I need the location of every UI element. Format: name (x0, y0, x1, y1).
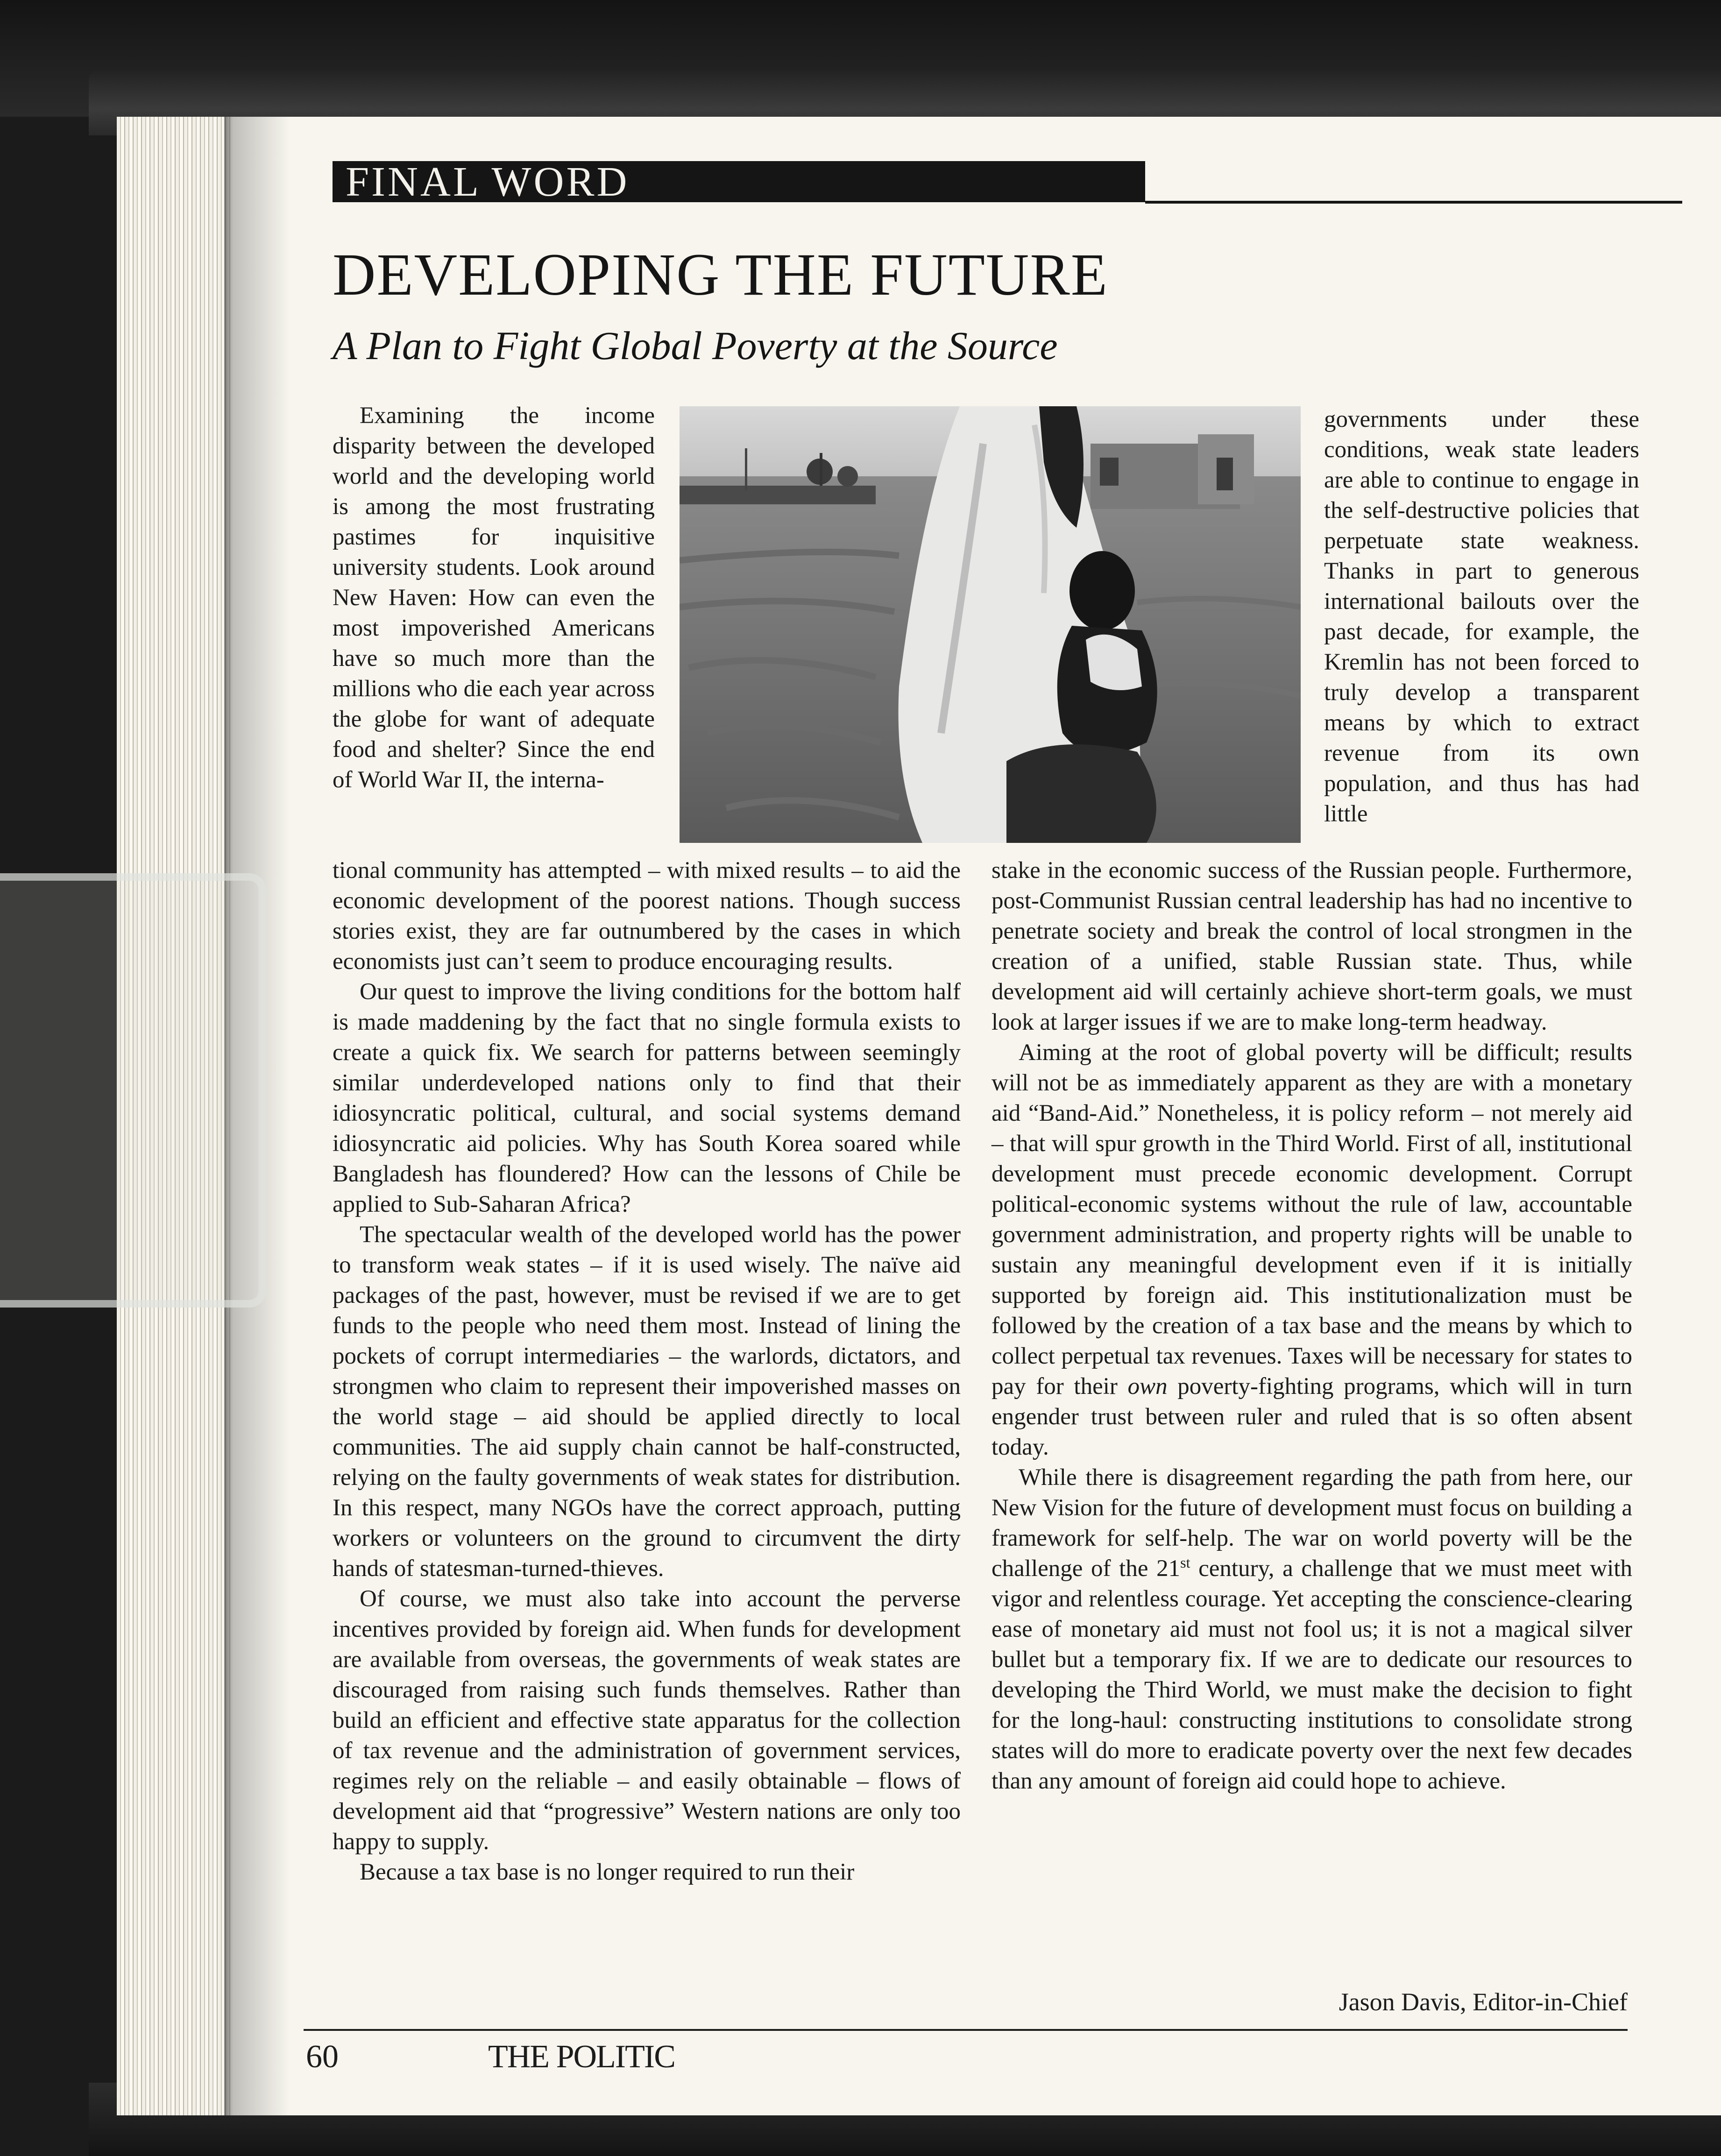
footer-rule (304, 2029, 1628, 2031)
column-2 (992, 855, 1632, 1796)
magazine-name: THE POLITIC (488, 2039, 675, 2075)
section-kicker: FINAL WORD (346, 159, 630, 205)
page-number: 60 (306, 2039, 339, 2075)
paragraph: Examining the income disparity between the developed world and the developing world is among the most frustrating pastimes for inquisitive university students. Look around New Haven: How can even the most impoverished Americans have so much more than the millions who die each year across the globe for want of adequate food and shelter? Since the end of World War II, the interna- (333, 403, 655, 793)
paragraph: stake in the economic success of the Russian people. Furthermore, post-Communist Russian central leadership has had no incentive to penetrate society and break the control of local strongmen in the creation of a unified, stable Russian state. Thus, while development aid will certainly achieve short-term goals, we must look at larger issues if we are to make long-term headway. (992, 857, 1632, 1035)
emphasis: own (1127, 1373, 1168, 1400)
section-rule (1145, 201, 1682, 204)
text-run: century, a challenge that we must meet with vigor and relentless courage. Yet accepting the conscience-clearing ease of monetary aid must not fool us; it is not a magical silver bullet but a temporary fix. If we are to dedicate our resources to developing the Third World, we must make the decision to fight for the long-haul: constructing institutions to consolidate strong states will do more to eradicate poverty over the next few decades than any amount of foreign aid could hope to achieve. (992, 1555, 1632, 1794)
paragraph: Because a tax base is no longer required to run their (360, 1859, 855, 1885)
paragraph: Our quest to improve the living conditions for the bottom half is made maddening by the fact that no single formula exists to create a quick fix. We search for patterns between seemingly similar underdeveloped nations only to find that their idiosyncratic political, cultural, and social systems demand idiosyncratic aid policies. Why has South Korea soared while Bangladesh has floundered? How can the lessons of Chile be applied to Sub-Saharan Africa? (333, 979, 961, 1217)
paragraph: governments under these conditions, weak state leaders are able to continue to engage in the self-destructive policies that perpetuate state weakness. Thanks in part to generous international bailouts over the past decade, for example, the Kremlin has not been forced to truly develop a transparent means by which to extract revenue from its own population, and thus has had little (1324, 406, 1639, 827)
byline: Jason Davis, Editor-in-Chief (1339, 1988, 1628, 2016)
column-1 (333, 855, 961, 1887)
text-run: Aiming at the root of global poverty will be difficult; results will not be as immediately apparent as they are with a monetary aid “Band-Aid.” Nonetheless, it is policy reform – not merely aid – that will spur growth in the Third World. First of all, institutional development must precede economic development. Corrupt political-economic systems without the rule of law, accountable government administration, and property rights will be unable to sustain any meaningful development even if it is initially supported by foreign aid. This institutionalization must be followed by the creation of a tax base and the means by which to collect perpetual tax revenues. Taxes will be necessary for states to pay for their (992, 1039, 1632, 1400)
paragraph: Of course, we must also take into account the perverse incentives provided by foreign aid. When funds for development are available from overseas, the governments of weak states are discouraged from raising such funds themselves. Rather than build an efficient and effective state apparatus for the collection of tax revenue and the administration of government services, regimes rely on the reliable – and easily obtainable – flows of development aid that “progressive” Western nations are only too happy to supply. (333, 1586, 961, 1855)
photo-mother-and-child (680, 406, 1301, 843)
article-photo (680, 406, 1301, 843)
paragraph (992, 1463, 1632, 1796)
article-headline: DEVELOPING THE FUTURE (333, 241, 1108, 308)
paragraph: The spectacular wealth of the developed world has the power to transform weak states – if it is used wisely. The naïve aid packages of the past, however, must be revised if we are to get funds to the people who need them most. Instead of lining the pockets of corrupt intermediaries – the warlords, dictators, and strongmen who claim to represent their impoverished masses on the world stage – aid should be applied directly to local communities. The aid supply chain cannot be half-constructed, relying on the faulty governments of weak states for distribution. In this respect, many NGOs have the correct approach, putting workers or volunteers on the ground to circumvent the dirty hands of statesman-turned-thieves. (333, 1222, 961, 1582)
text-run: While there is disagreement regarding the path from here, our New Vision for the future of development must focus on building a framework for self-help. The war on world poverty will be the challenge of the 21 (992, 1464, 1632, 1582)
column-2-intro (1324, 404, 1639, 829)
binder-clip (0, 873, 266, 1308)
column-1-intro (333, 401, 655, 795)
superscript: st (1180, 1554, 1190, 1571)
paragraph: tional community has attempted – with mixed results – to aid the economic development of the poorest nations. Though success stories exist, they are far outnumbered by the cases in which economists just can’t seem to produce encouraging results. (333, 857, 961, 975)
paragraph (992, 1038, 1632, 1463)
text-run: poverty-fighting programs, which will in turn engender trust between ruler and ruled that is so often absent today. (992, 1373, 1633, 1460)
article-deck: A Plan to Fight Global Poverty at the Source (333, 323, 1058, 368)
